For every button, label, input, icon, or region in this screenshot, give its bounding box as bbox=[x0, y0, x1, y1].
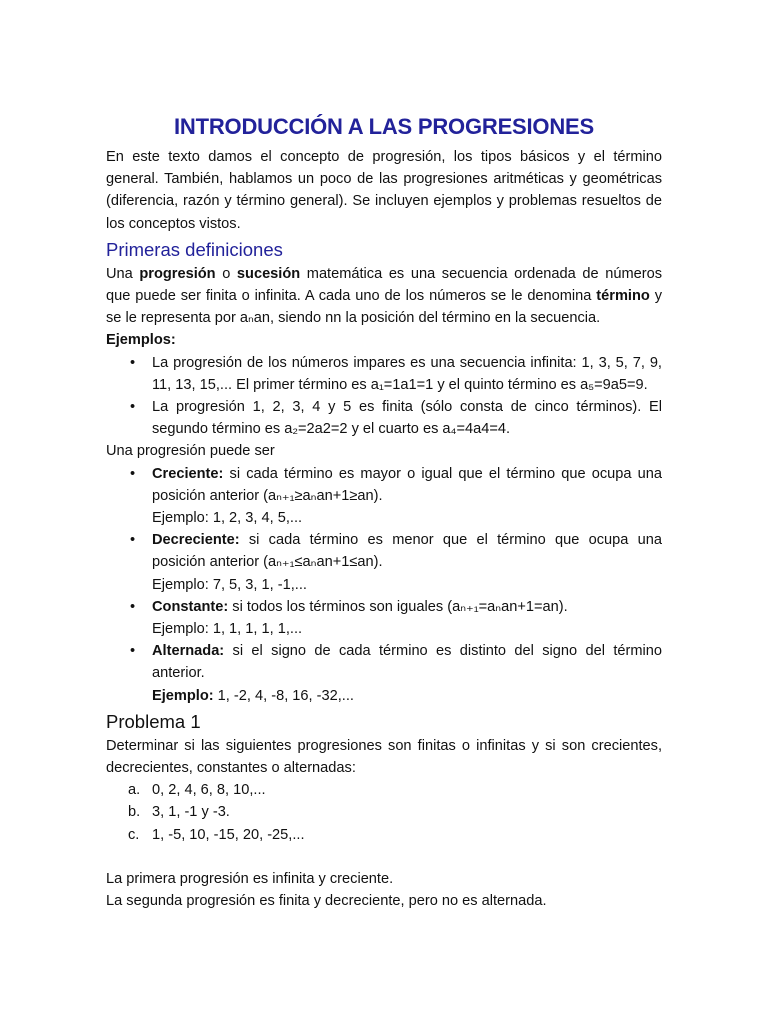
definition-paragraph: Una progresión o sucesión matemática es una secuencia ordenada de números que puede ser finita o infinita. A cada uno de los números se le denomina término y se le representa por aₙan, siendo nn la posición del término en la secuencia. bbox=[106, 265, 662, 327]
list-item: • La progresión 1, 2, 3, 4 y 5 es finita (sólo consta de cinco términos). El segundo término es a₂=2a2=2 y el cuarto es a₄=4a4=4. bbox=[106, 396, 662, 440]
types-list bbox=[106, 463, 662, 707]
type-example: Ejemplo: 1, 1, 1, 1, 1,... bbox=[152, 621, 303, 638]
term-termino: término bbox=[596, 288, 650, 305]
item-marker: c. bbox=[128, 826, 140, 843]
spacer bbox=[106, 846, 662, 868]
section-heading-primeras-definiciones: Primeras definiciones bbox=[106, 238, 283, 260]
answer-line: La primera progresión es infinita y creciente. bbox=[106, 870, 394, 887]
examples-label: Ejemplos: bbox=[106, 332, 176, 349]
type-example: Ejemplo: 1, 2, 3, 4, 5,... bbox=[152, 510, 303, 527]
list-item: b. 3, 1, -1 y -3. bbox=[106, 801, 662, 823]
problem-heading: Problema 1 bbox=[106, 710, 201, 732]
term-progresion: progresión bbox=[139, 265, 216, 282]
term-sucesion: sucesión bbox=[236, 265, 301, 282]
type-example: Ejemplo: 1, -2, 4, -8, 16, -32,... bbox=[152, 687, 354, 704]
type-example: Ejemplo: 7, 5, 3, 1, -1,... bbox=[152, 576, 307, 593]
types-intro: Una progresión puede ser bbox=[106, 443, 275, 460]
type-item-alternada: • Alternada: si el signo de cada término es distinto del signo del término anterior. Ejemplo: 1, -2, 4, -8, 16, -32,... bbox=[106, 640, 662, 707]
item-marker: b. bbox=[128, 804, 141, 821]
type-item-creciente: • Creciente: si cada término es mayor o igual que el término que ocupa una posición anterior (aₙ₊₁≥aₙan+1≥an). Ejemplo: 1, 2, 3, 4, 5,... bbox=[106, 463, 662, 530]
list-item: c. 1, -5, 10, -15, 20, -25,... bbox=[106, 824, 662, 846]
list-item: • La progresión de los números impares es una secuencia infinita: 1, 3, 5, 7, 9, 11, 13, 15,... El primer término es a₁=1a1=1 y el quinto término es a₅=9a5=9. bbox=[106, 352, 662, 396]
list-item: a. 0, 2, 4, 6, 8, 10,... bbox=[106, 779, 662, 801]
problem-items bbox=[106, 779, 662, 846]
type-item-constante: • Constante: si todos los términos son iguales (aₙ₊₁=aₙan+1=an). Ejemplo: 1, 1, 1, 1, 1,... bbox=[106, 596, 662, 640]
examples-list bbox=[106, 352, 662, 441]
document-body bbox=[106, 112, 662, 912]
intro-paragraph: En este texto damos el concepto de progresión, los tipos básicos y el término general. También, hablamos un poco de las progresiones aritméticas y geométricas (diferencia, razón y término general). Se incluyen ejemplos y problemas resueltos de los conceptos vistos. bbox=[106, 149, 662, 232]
problem-statement: Determinar si las siguientes progresiones son finitas o infinitas y si son crecientes, decrecientes, constantes o alternadas: bbox=[106, 737, 662, 777]
type-item-decreciente: • Decreciente: si cada término es menor que el término que ocupa una posición anterior (aₙ₊₁≤aₙan+1≤an). Ejemplo: 7, 5, 3, 1, -1,... bbox=[106, 529, 662, 596]
item-marker: a. bbox=[128, 782, 141, 799]
page-title: INTRODUCCIÓN A LAS PROGRESIONES bbox=[174, 114, 594, 139]
answer-line: La segunda progresión es finita y decreciente, pero no es alternada. bbox=[106, 893, 547, 910]
